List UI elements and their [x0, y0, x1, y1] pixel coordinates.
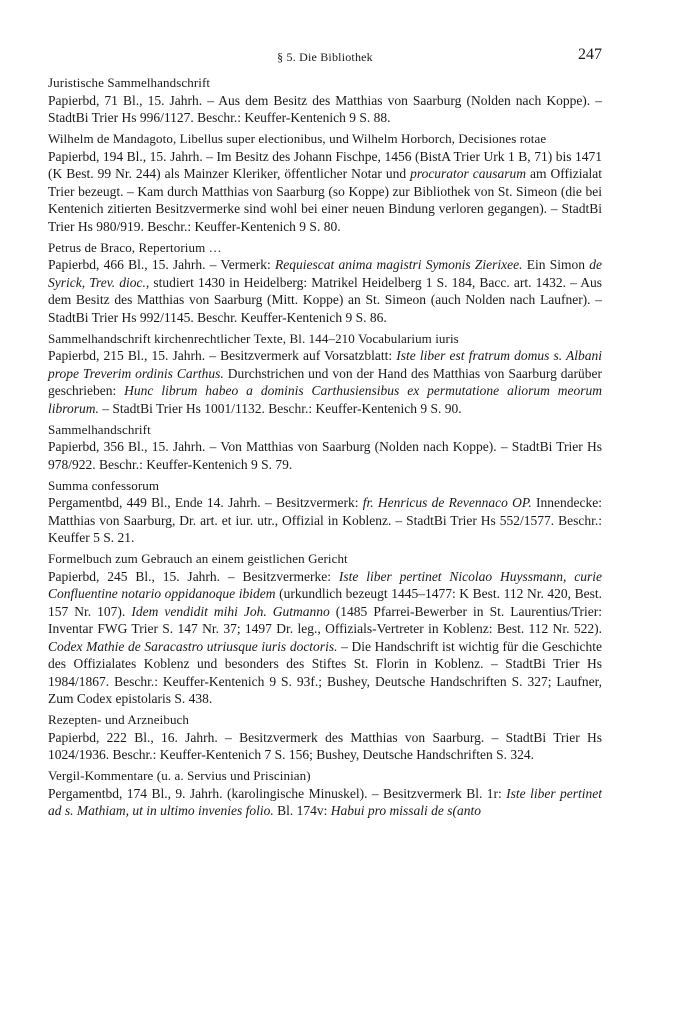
latin-quote: Hunc librum habeo a dominis Carthusiensibus ex permutatione aliorum meorum librorum.: [48, 383, 602, 416]
entry-description: [48, 256, 602, 326]
entry-description: [48, 438, 602, 473]
entry-title: Sammelhandschrift: [48, 421, 151, 437]
entry-text: Papierbd, 466 Bl., 15. Jahrh. – Vermerk:: [48, 257, 275, 272]
catalog-entry: [48, 239, 602, 327]
book-page: [48, 46, 602, 823]
latin-quote: procurator causarum: [410, 166, 527, 181]
entry-description: [48, 494, 602, 547]
entry-text: studiert 1430 in Heidelberg: Matrikel Heidelberg 1 S. 184, Bacc. art. 1432. – Aus dem Besitz des Matthias von Saarburg (Mitt. Koppe) an St. Simeon (auch Nolden nach Laufner). – StadtBi Trier Hs 992/1145. Beschr. Keuffer-Kentenich 9 S. 86.: [48, 274, 602, 325]
entry-description: [48, 729, 602, 764]
entry-title: Juristische Sammelhandschrift: [48, 75, 211, 90]
entry-text: (urkundlich bezeugt 1445–1477: K Best. 112 Nr. 420, Best. 157 Nr. 107).: [48, 586, 602, 619]
catalog-entry: [48, 330, 602, 418]
entry-title: Formelbuch zum Gebrauch an einem geistlichen Gericht: [48, 551, 348, 566]
catalog-entry: [48, 477, 602, 547]
entry-text: Papierbd, 356 Bl., 15. Jahrh. – Von Matthias von Saarburg (Nolden nach Koppe). – StadtBi Trier Hs 978/922. Beschr.: Keuffer-Kentenich 9 S. 79.: [48, 439, 602, 472]
running-head: [48, 46, 602, 70]
entry-description: [48, 785, 602, 820]
entry-text: Papierbd, 71 Bl., 15. Jahrh. – Aus dem Besitz des Matthias von Saarburg (Nolden nach Koppe). – StadtBi Trier Hs 996/1127. Beschr.: Keuffer-Kentenich 9 S. 88.: [48, 92, 602, 125]
entry-text: Papierbd, 222 Bl., 16. Jahrh. – Besitzvermerk des Matthias von Saarburg. – StadtBi Trier Hs 1024/1936. Beschr.: Keuffer-Kentenich 7 S. 156; Bushey, Deutsche Handschriften S. 324.: [48, 729, 602, 762]
entry-text: Papierbd, 194 Bl., 15. Jahrh. – Im Besitz des Johann Fischpe, 1456 (BistA Trier Urk 1 B, 71) bis 1471 (K Best. 99 Nr. 244) als Mainzer Kleriker, öffentlicher Notar und: [48, 148, 602, 181]
entry-text: Bl. 174v:: [273, 803, 331, 818]
entry-text: Pergamentbd, 449 Bl., Ende 14. Jahrh. – Besitzvermerk:: [48, 495, 363, 510]
entry-text: (1485 Pfarrei-Bewerber in St. Laurentius/Trier: Inventar FWG Trier S. 147 Nr. 37; 1497 Dr. leg., Offizials-Vertreter in Koblenz: Best. 112 Nr. 522).: [48, 603, 602, 636]
latin-quote: Iste liber pertinet Nicolao Huyssmann, curie Confluentine notario oppidanoque ibidem: [48, 568, 603, 601]
catalog-entry: [48, 130, 602, 235]
catalog-entry: [48, 550, 602, 708]
latin-quote: Codex Mathie de Saracastro utriusque iuris doctoris.: [48, 638, 338, 654]
catalog-entry: [48, 767, 602, 820]
catalog-entry: [48, 421, 602, 474]
entry-description: [48, 148, 602, 236]
entry-text: Innendecke: Matthias von Saarburg, Dr. art. et iur. utr., Offizial in Koblenz. – StadtBi Trier Hs 552/1577. Beschr.: Keuffer 5 S. 21.: [48, 495, 602, 545]
running-head-title: § 5. Die Bibliothek: [277, 50, 373, 64]
entry-text: – Die Handschrift ist wichtig für die Geschichte des Offizialates Koblenz und besonders des Stiftes St. Florin in Koblenz. – StadtBi Trier Hs 1984/1867. Beschr.: Keuffer-Kentenich 9 S. 93f.; Bushey, Deutsche Handschriften S. 327; Laufner, Zum Codex epistolaris S. 438.: [48, 638, 602, 706]
entry-description: [48, 568, 602, 708]
entry-text: Papierbd, 215 Bl., 15. Jahrh. – Besitzvermerk auf Vorsatzblatt:: [48, 348, 397, 363]
latin-quote: de Syrick, Trev. dioc.,: [48, 257, 602, 290]
entry-title: Wilhelm de Mandagoto, Libellus super electionibus, und Wilhelm Horborch, Decisiones rotae: [48, 131, 547, 146]
entry-title: Vergil-Kommentare (u. a. Servius und Priscinian): [48, 768, 311, 783]
entry-title: Summa confessorum: [48, 477, 160, 493]
entry-title: Sammelhandschrift kirchenrechtlicher Texte, Bl. 144–210 Vocabularium iuris: [48, 330, 459, 346]
entry-text: Ein Simon: [522, 257, 590, 272]
entry-text: Durchstrichen und von der Hand des Matthias von Saarburg darüber geschrieben:: [48, 365, 602, 398]
catalog-entries: [48, 74, 602, 820]
latin-quote: Requiescat anima magistri Symonis Zierixee.: [275, 257, 523, 272]
entry-title: Petrus de Braco, Repertorium …: [48, 239, 222, 255]
catalog-entry: [48, 711, 602, 764]
catalog-entry: [48, 74, 602, 127]
entry-description: [48, 347, 602, 417]
entry-title: Rezepten- und Arzneibuch: [48, 712, 190, 727]
latin-quote: Idem vendidit mihi Joh. Gutmanno: [131, 603, 330, 619]
entry-text: – StadtBi Trier Hs 1001/1132. Beschr.: Keuffer-Kentenich 9 S. 90.: [98, 400, 462, 416]
latin-quote: Iste liber est fratrum domus s. Albani prope Treverim ordinis Carthus.: [48, 348, 602, 381]
latin-quote: Iste liber pertinet ad s. Mathiam, ut in ultimo invenies folio.: [48, 785, 602, 818]
page-number: 247: [578, 46, 602, 63]
latin-quote: fr. Henricus de Revennaco OP.: [362, 495, 532, 510]
entry-text: Pergamentbd, 174 Bl., 9. Jahrh. (karolingische Minuskel). – Besitzvermerk Bl. 1r:: [48, 785, 507, 801]
entry-text: am Offizialat Trier bezeugt. – Kam durch Matthias von Saarburg (so Koppe) zur Bibliothek von St. Simeon (die bei Kentenich zitierten Besitzvermerke sind wohl bei einer neuen Bindung verloren gegangen). – StadtBi Trier Hs 980/919. Beschr.: Keuffer-Kentenich 9 S. 80.: [48, 166, 602, 234]
entry-description: [48, 92, 602, 127]
latin-quote: Habui pro missali de s(anto: [330, 803, 482, 818]
entry-text: Papierbd, 245 Bl., 15. Jahrh. – Besitzvermerke:: [48, 568, 339, 584]
